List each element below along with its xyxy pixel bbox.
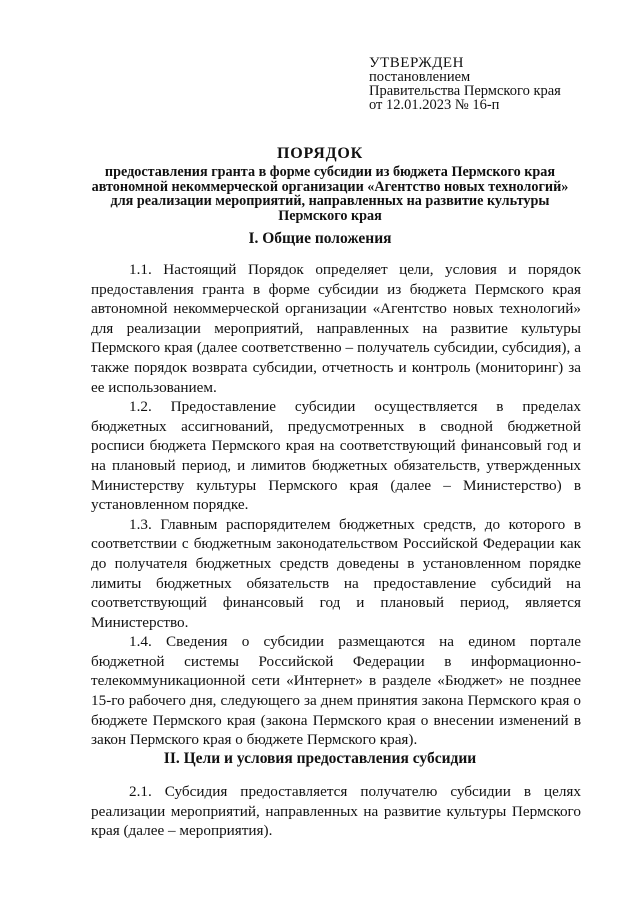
section-heading-general: I. Общие положения [248, 230, 392, 247]
approval-line: Правительства Пермского края [369, 83, 561, 99]
paragraph-1-4: 1.4. Сведения о субсидии размещаются на едином портале бюджетной системы Российской Федерации в информационно-телекоммуникационной сети «Интернет» в разделе «Бюджет» не позднее 15-го рабочего дня, следующего за днем принятия закона Пермского края о бюджете Пермского края (закона Пермского края о внесении изменений в закон Пермского края о бюджете Пермского края). [91, 633, 581, 749]
approval-line: постановлением [369, 69, 471, 85]
paragraph-1-2: 1.2. Предоставление субсидии осуществляется в пределах бюджетных ассигнований, предусмотренных в сводной бюджетной росписи бюджета Пермского края на соответствующий финансовый год и на плановый период, и лимитов бюджетных обязательств, утвержденных Министерству культуры Пермского края (далее – Министерство) в установленном порядке. [91, 398, 581, 514]
paragraph-1-1: 1.1. Настоящий Порядок определяет цели, условия и порядок предоставления гранта в форме субсидии из бюджета Пермского края автономной некоммерческой организации «Агентство новых технологий» для реализации мероприятий, направленных на развитие культуры Пермского края (далее соответственно – получатель субсидии, субсидия), а также порядок возврата субсидии, отчетность и контроль (мониторинг) за ее использованием. [91, 261, 581, 396]
section-body-goals [91, 782, 581, 841]
section-heading-goals: II. Цели и условия предоставления субсидии [163, 750, 477, 767]
document-title: ПОРЯДОК [276, 145, 364, 162]
section-body-general [91, 260, 581, 750]
paragraph-1-3: 1.3. Главным распорядителем бюджетных средств, до которого в соответствии с бюджетным законодательством Российской Федерации как до получателя бюджетных средств доведены в установленном порядке лимиты бюджетных обязательств на предоставление субсидий на соответствующий финансовый год и плановый период, является Министерство. [91, 515, 581, 631]
approval-date-number: от 12.01.2023 № 16-п [369, 97, 500, 113]
approval-heading: УТВЕРЖДЕН [369, 55, 464, 71]
document-subtitle: предоставления гранта в форме субсидии из бюджета Пермского края автономной некоммерческой организации «Агентство новых технологий» для реализации мероприятий, направленных на развитие культуры Пермского края [91, 164, 569, 224]
paragraph-2-1: 2.1. Субсидия предоставляется получателю субсидии в целях реализации мероприятий, направленных на развитие культуры Пермского края (далее – мероприятия). [91, 783, 581, 840]
approval-block [369, 56, 561, 112]
